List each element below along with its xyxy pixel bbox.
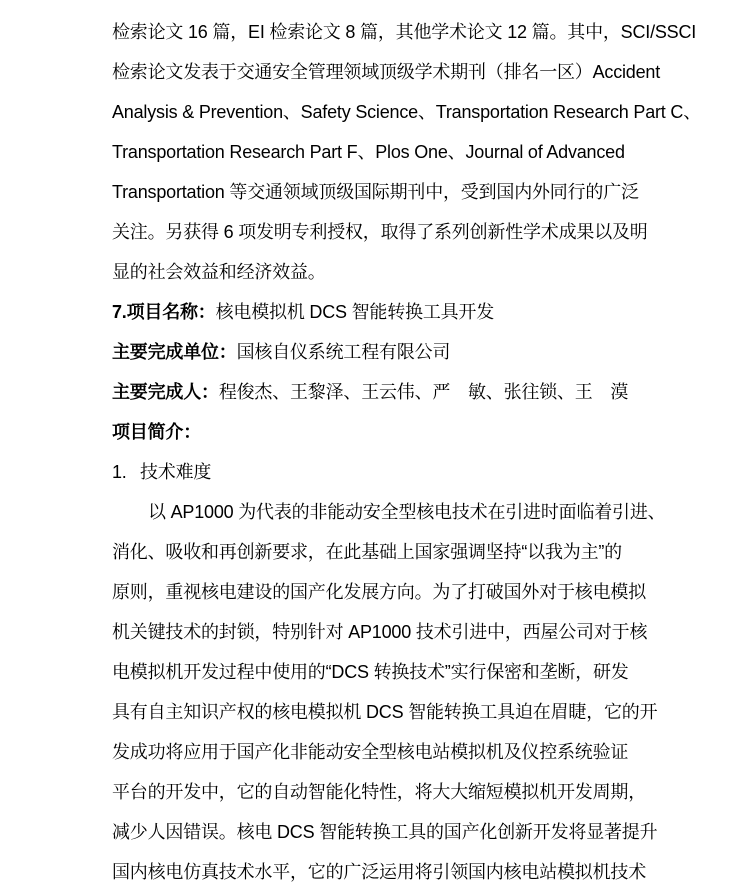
completing-people-label: 主要完成人： [112, 382, 219, 402]
section-1-number: 1. [112, 462, 127, 482]
project-name-label: 7.项目名称： [112, 302, 216, 322]
publications-paragraph-line: Analysis & Prevention、Safety Science、Transportation Research Part C、 [112, 102, 701, 122]
difficulty-paragraph-line: 以 AP1000 为代表的非能动安全型核电技术在引进时面临着引进、 [148, 502, 666, 522]
completing-people-value: 程俊杰、王黎泽、王云伟、严 敏、张往锁、王 漠 [218, 382, 629, 402]
project-name-value: 核电模拟机 DCS 智能转换工具开发 [215, 302, 495, 322]
field-project-name [112, 292, 652, 332]
field-project-intro [112, 412, 652, 452]
completing-unit-value: 国核自仪系统工程有限公司 [236, 342, 451, 362]
field-completing-unit [112, 332, 652, 372]
publications-paragraph-line: Transportation Research Part F、Plos One、Journal of Advanced [112, 142, 625, 162]
difficulty-paragraph-line: 减少人因错误。核电 DCS 智能转换工具的国产化创新开发将显著提升 [112, 822, 658, 842]
difficulty-paragraph-line: 消化、吸收和再创新要求，在此基础上国家强调坚持“以我为主”的 [112, 542, 622, 562]
difficulty-paragraph-line: 机关键技术的封锁，特别针对 AP1000 技术引进中，西屋公司对于核 [112, 622, 648, 642]
publications-paragraph-line: Transportation 等交通领域顶级国际期刊中，受到国内外同行的广泛 [112, 182, 639, 202]
difficulty-paragraph-line: 具有自主知识产权的核电模拟机 DCS 智能转换工具迫在眉睫，它的开 [112, 702, 658, 722]
publications-paragraph-line: 检索论文发表于交通安全管理领域顶级学术期刊（排名一区）Accident [112, 62, 661, 82]
difficulty-paragraph-line: 电模拟机开发过程中使用的“DCS 转换技术”实行保密和垄断，研发 [112, 662, 629, 682]
field-completing-people [112, 372, 652, 412]
publications-paragraph-line: 关注。另获得 6 项发明专利授权，取得了系列创新性学术成果以及明 [112, 222, 648, 242]
difficulty-paragraph-line: 国内核电仿真技术水平，它的广泛运用将引领国内核电站模拟机技术 [112, 862, 646, 882]
difficulty-paragraph-line: 平台的开发中，它的自动智能化特性，将大大缩短模拟机开发周期， [112, 782, 646, 802]
publications-paragraph-line: 显的社会效益和经济效益。 [112, 262, 326, 282]
project-intro-label: 项目简介： [112, 422, 201, 442]
document-text-block [112, 12, 701, 892]
difficulty-paragraph-line: 原则，重视核电建设的国产化发展方向。为了打破国外对于核电模拟 [112, 582, 646, 602]
completing-unit-label: 主要完成单位： [112, 342, 237, 362]
section-1-title: 技术难度 [140, 462, 212, 482]
publications-paragraph-line: 检索论文 16 篇，EI 检索论文 8 篇，其他学术论文 12 篇。其中，SCI/SSCI [112, 22, 697, 42]
section-1-heading [112, 452, 652, 492]
difficulty-paragraph-line: 发成功将应用于国产化非能动安全型核电站模拟机及仪控系统验证 [112, 742, 629, 762]
